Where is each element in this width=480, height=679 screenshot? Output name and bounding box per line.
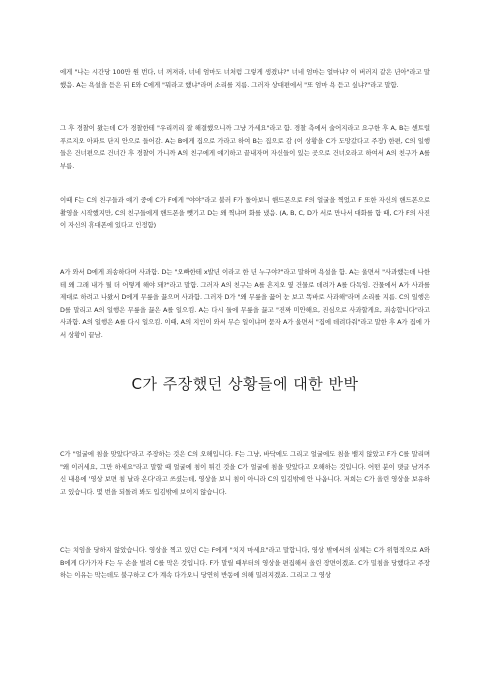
paragraph-1: 에게 "나는 시간당 100만 원 번다, 너 꺼져라, 너네 엄마도 너처럼 그렇게 생겼냐?" 너네 엄마는 얼마냐? 이 버러지 같은 년아"라고 말했음. A는 욕설을 듣은 뒤 E와 C에게 "뭐라고 했냐"라며 소리를 지름. 그러자 상대편에서 "또 엄마 욕 듣고 싶냐?"라고 말함. [60, 68, 430, 89]
paragraph-2: 그 후 경찰이 왔는데 C가 경찰한테 "우리끼리 잘 해결했으니까 그냥 가세요"라고 함. 경찰 측에서 술어지라고 요구한 후 A, B는 센트럴 푸르지오 아파트 단지 안으로 들어감. A는 B에게 집으로 가라고 하여 B는 집으로 감 (이 상황을 C가 도망갔다고 주장) 한편, C의 일행들은 건너편으로 건너간 후 경찰이 가니까 A의 친구에게 얘기하고 끝내자며 자신들이 있는 곳으로 건너오라고 하여서 A의 친구가 A를 부름. [60, 124, 430, 170]
section-heading: C가 주장했던 상황들에 대한 반박 [131, 375, 359, 393]
paragraph-6: C는 치임을 당하지 않았습니다. 영상을 찍고 있던 C는 F에게 "치지 마세요"라고 말합니다, 영상 밖에서의 실체는 C가 위협적으로 A와 B에게 다가가자 F는 두 손을 벌려 C를 막은 것입니다. F가 말릴 때부터의 영상을 편집해서 올린 장면이겠죠. C가 밀침을 당했다고 주장하는 이유는 막는데도 불구하고 C가 계속 다가오니 당연히 반동에 의해 밀려지겠죠. 그리고 그 영상 [60, 546, 430, 580]
paragraph-5: C가 "얼굴에 침을 맞았다"라고 주장하는 것은 C의 오해입니다. F는 그냥, 바닥에도 그리고 얼굴에도 침을 뱉지 않았고 F가 C를 말리며 "왜 이러세요, 그만 하세요"라고 말할 때 얼굴에 침이 튀긴 것을 C가 얼굴에 침을 맞았다고 오해하는 것입니다. 어떤 분이 댓글 남겨주신 내용에 '영상 보면 침 날라 온다'라고 쓰셨는데, 영상을 보니 침이 아니라 C의 입김밖에 안 나옵니다. 저희는 C가 올린 영상을 보유하고 있습니다. 몇 번을 되돌려 봐도 입김밖에 보이지 않습니다. [60, 450, 430, 496]
paragraph-4: A가 와서 D에게 죄송하다며 사과함. D는 "오빠한테 x발년 이라고 한 년 누구야?"라고 말하며 욕설을 함. A는 울면서 "사과했는데 나한테 왜 그래 내가 뭘 더 어떻게 해야 돼?"라고 말함. 그러자 A의 친구는 A를 흔지오 옆 건물로 데려가 A를 다독임. 건물에서 A가 사과를 제대로 하려고 나왔서 D에게 무릎을 끓으며 사과함. 그러자 D가 "왜 무릎을 꿇어 눈 보고 똑바로 사과해"라며 소리를 지름. C의 일행은 D를 말리고 A의 일행은 무릎을 끓은 A를 일으킴. A는 다시 둘에 무릎을 끓고 "진짜 미안해요, 진심으로 사과할게요, 죄송합니다"라고 사과함. A의 일행은 A를 다시 일으킴. 이때, A의 지인이 와서 무슨 일이냐며 묻자 A가 울면서 "집에 데려다줘"라고 말한 후 A가 집에 가서 상황이 끝남. [60, 268, 430, 339]
paragraph-3: 이때 F는 C의 친구들과 얘기 중에 C가 F에게 "야야"라고 불러 F가 돌아보니 핸드폰으로 F의 얼굴을 찍었고 F 또한 자신의 핸드폰으로 촬영을 시작했지만, C의 친구들에게 핸드폰을 뺏기고 D는 왜 찍냐며 화를 냈음. (A, B, C, D가 서로 만나서 대화를 함 때, C가 F의 사진이 자신의 휴대폰에 있다고 인정함) [60, 196, 430, 230]
